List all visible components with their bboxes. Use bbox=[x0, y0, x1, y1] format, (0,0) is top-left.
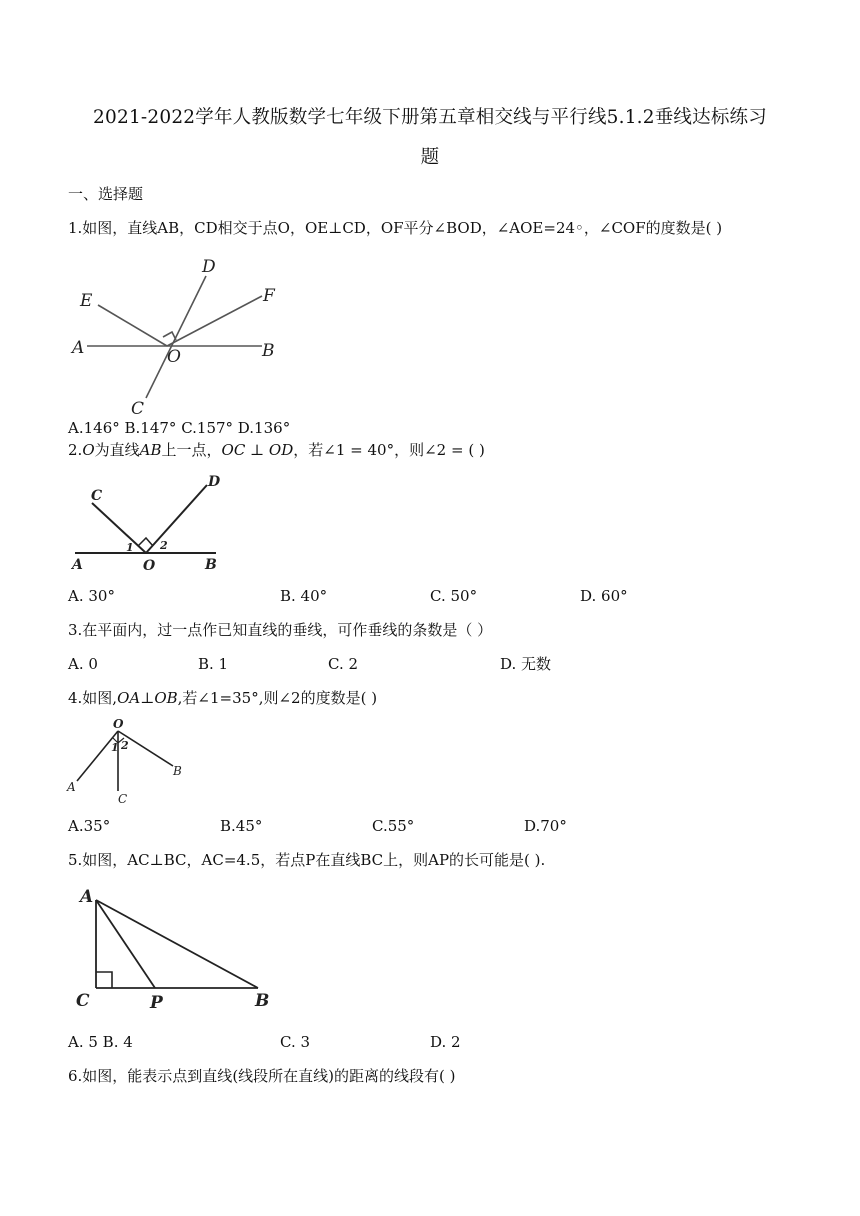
q4-label-O: O bbox=[113, 717, 124, 731]
q2-option-d: D. 60° bbox=[580, 587, 628, 605]
q2-text-4: ，则 bbox=[394, 441, 425, 459]
q2-label-2: 2 bbox=[160, 539, 168, 552]
q5-label-B: B bbox=[255, 991, 270, 1011]
q1-label-A: A bbox=[72, 338, 85, 358]
q4-option-a: A.35° bbox=[68, 817, 111, 835]
q4-text-pre: 4.如图, bbox=[68, 689, 118, 707]
question-6-stem: 6.如图，能表示点到直线(线段所在直线)的距离的线段有( ) bbox=[68, 1067, 456, 1085]
q4-option-d: D.70° bbox=[524, 817, 567, 835]
q3-option-b: B. 1 bbox=[198, 655, 229, 673]
q4-option-c: C.55° bbox=[372, 817, 415, 835]
q4-label-C: C bbox=[118, 792, 128, 806]
q1-label-C: C bbox=[131, 399, 145, 419]
q2-label-A: A bbox=[72, 557, 83, 573]
q1-label-B: B bbox=[262, 341, 275, 361]
question-1-stem: 1.如图，直线AB，CD相交于点O，OE⊥CD，OF平分∠BOD，∠AOE=24◦，∠COF的度数是( ) bbox=[68, 219, 723, 237]
q4-label-A: A bbox=[67, 780, 76, 794]
q2-condition: OC ⊥ OD bbox=[221, 441, 294, 459]
q3-option-c: C. 2 bbox=[328, 655, 359, 673]
page-title-continued: 题 bbox=[420, 147, 440, 168]
page-title: 2021-2022学年人教版数学七年级下册第五章相交线与平行线5.1.2垂线达标练习 bbox=[93, 107, 767, 128]
q2-point-O: O bbox=[82, 441, 95, 459]
question-3-stem: 3.在平面内，过一点作已知直线的垂线，可作垂线的条数是（ ） bbox=[68, 621, 493, 639]
q2-label-D: D bbox=[208, 474, 221, 490]
q2-option-b: B. 40° bbox=[280, 587, 328, 605]
question-1-options: A.146° B.147° C.157° D.136° bbox=[68, 419, 291, 437]
q2-line-AB: AB bbox=[139, 441, 162, 459]
q4-label-B: B bbox=[173, 764, 182, 778]
q4-label-1: 1 bbox=[111, 741, 119, 754]
q2-text-1: 为直线 bbox=[94, 441, 140, 459]
q3-option-a: A. 0 bbox=[68, 655, 98, 673]
q2-text-2: 上一点， bbox=[161, 441, 222, 459]
q5-label-P: P bbox=[150, 993, 163, 1013]
q2-label-O: O bbox=[143, 558, 156, 574]
q4-option-b: B.45° bbox=[220, 817, 263, 835]
q4-condition: OA⊥OB bbox=[117, 689, 178, 707]
q5-option-ab: A. 5 B. 4 bbox=[68, 1033, 133, 1051]
q4-label-2: 2 bbox=[121, 739, 129, 752]
q1-label-O: O bbox=[167, 347, 181, 367]
q2-label-B: B bbox=[205, 557, 217, 573]
q3-option-d: D. 无数 bbox=[500, 655, 552, 673]
q2-ask: ∠2 = ( ) bbox=[424, 441, 485, 459]
q1-label-F: F bbox=[263, 286, 275, 306]
q5-label-A: A bbox=[80, 887, 94, 907]
q2-text-3: ，若 bbox=[293, 441, 324, 459]
q2-number: 2. bbox=[68, 441, 83, 459]
question-5-stem: 5.如图，AC⊥BC，AC=4.5，若点P在直线BC上，则AP的长可能是( ). bbox=[68, 851, 546, 869]
q2-option-c: C. 50° bbox=[430, 587, 478, 605]
q5-label-C: C bbox=[76, 991, 90, 1011]
q5-option-d: D. 2 bbox=[430, 1033, 461, 1051]
q1-label-D: D bbox=[202, 257, 216, 277]
q2-angle: ∠1 = 40° bbox=[323, 441, 395, 459]
q4-text-post: ,若∠1=35°,则∠2的度数是( ) bbox=[177, 689, 378, 707]
q2-label-1: 1 bbox=[126, 541, 134, 554]
section-heading: 一、选择题 bbox=[68, 185, 144, 203]
q2-option-a: A. 30° bbox=[68, 587, 115, 605]
q5-option-c: C. 3 bbox=[280, 1033, 311, 1051]
q1-label-E: E bbox=[80, 291, 93, 311]
q2-label-C: C bbox=[91, 488, 103, 504]
